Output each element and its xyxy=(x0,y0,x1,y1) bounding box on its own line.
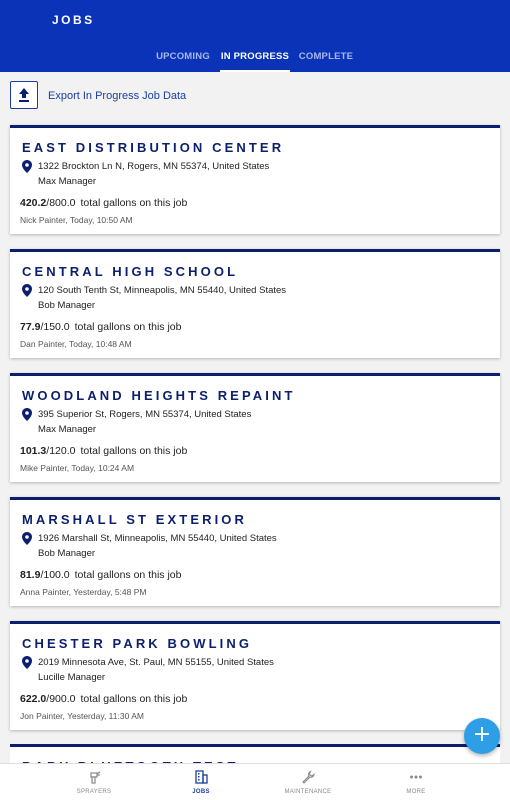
gallons-total: 800.0 xyxy=(49,197,76,209)
job-manager: Max Manager xyxy=(38,424,97,435)
job-last-update: Mike Painter, Today, 10:24 AM xyxy=(20,463,135,473)
job-name: CHESTER PARK BOWLING xyxy=(22,636,253,651)
job-name: WOODLAND HEIGHTS REPAINT xyxy=(22,388,296,403)
job-manager: Max Manager xyxy=(38,176,97,187)
location-pin-icon xyxy=(22,408,32,421)
job-card[interactable] xyxy=(10,373,500,482)
job-name: EAST DISTRIBUTION CENTER xyxy=(22,140,285,155)
job-card[interactable] xyxy=(10,125,500,234)
nav-item-sprayers[interactable] xyxy=(44,764,144,800)
nav-label: MORE xyxy=(406,789,426,795)
job-last-update: Nick Painter, Today, 10:50 AM xyxy=(20,215,133,225)
export-button[interactable] xyxy=(10,81,38,109)
gallons-suffix: total gallons on this job xyxy=(80,197,188,209)
job-manager: Bob Manager xyxy=(38,548,96,559)
gallons-total: 150.0 xyxy=(43,321,70,333)
export-link[interactable]: Export In Progress Job Data xyxy=(48,90,187,102)
gallons-total: 120.0 xyxy=(49,445,76,457)
job-gallons: 81.9/100.0 total gallons on this job xyxy=(20,569,182,581)
job-address: 395 Superior St, Rogers, MN 55374, United States xyxy=(38,409,252,420)
gallons-used: 101.3 xyxy=(20,445,47,457)
location-pin-icon xyxy=(22,284,32,297)
job-gallons: 101.3/120.0 total gallons on this job xyxy=(20,445,188,457)
sprayer-icon xyxy=(87,770,101,784)
location-pin-icon xyxy=(22,656,32,669)
job-manager: Lucille Manager xyxy=(38,672,106,683)
upload-icon xyxy=(17,87,31,103)
job-address: 120 South Tenth St, Minneapolis, MN 55440, United States xyxy=(38,285,287,296)
nav-item-maintenance[interactable] xyxy=(258,764,358,800)
location-pin-icon xyxy=(22,532,32,545)
job-manager: Bob Manager xyxy=(38,300,96,311)
tab-upcoming[interactable]: UPCOMING xyxy=(156,51,210,62)
building-icon xyxy=(194,770,208,784)
job-last-update: Jon Painter, Yesterday, 11:30 AM xyxy=(20,711,144,721)
gallons-total: 900.0 xyxy=(49,693,76,705)
wrench-icon xyxy=(301,770,315,784)
gallons-used: 77.9 xyxy=(20,321,41,333)
location-pin-icon xyxy=(22,160,32,173)
bottom-nav xyxy=(0,763,510,800)
nav-item-more[interactable] xyxy=(366,764,466,800)
gallons-suffix: total gallons on this job xyxy=(80,445,188,457)
tab-bar xyxy=(0,44,510,72)
job-address: 2019 Minnesota Ave, St. Paul, MN 55155, United States xyxy=(38,657,274,668)
export-row xyxy=(0,72,510,122)
gallons-suffix: total gallons on this job xyxy=(74,569,182,581)
add-job-button[interactable]: + xyxy=(464,718,500,754)
app-title: JOBS xyxy=(52,13,95,27)
job-card[interactable] xyxy=(10,621,500,730)
job-last-update: Anna Painter, Yesterday, 5:48 PM xyxy=(20,587,147,597)
job-gallons: 622.0/900.0 total gallons on this job xyxy=(20,693,188,705)
job-last-update: Dan Painter, Today, 10:48 AM xyxy=(20,339,132,349)
nav-label: JOBS xyxy=(192,789,210,795)
nav-label: SPRAYERS xyxy=(76,789,112,795)
job-name: MARSHALL ST EXTERIOR xyxy=(22,512,247,527)
job-name: CENTRAL HIGH SCHOOL xyxy=(22,264,239,279)
gallons-used: 622.0 xyxy=(20,693,47,705)
gallons-total: 100.0 xyxy=(43,569,70,581)
nav-item-jobs[interactable] xyxy=(151,764,251,800)
tab-in-progress[interactable]: IN PROGRESS xyxy=(220,44,290,72)
job-address: 1322 Brockton Ln N, Rogers, MN 55374, United States xyxy=(38,161,270,172)
job-address: 1926 Marshall St, Minneapolis, MN 55440, United States xyxy=(38,533,277,544)
gallons-suffix: total gallons on this job xyxy=(80,693,188,705)
more-dots-icon xyxy=(409,770,423,784)
job-card[interactable] xyxy=(10,249,500,358)
job-gallons: 420.2/800.0 total gallons on this job xyxy=(20,197,188,209)
job-gallons: 77.9/150.0 total gallons on this job xyxy=(20,321,182,333)
gallons-used: 81.9 xyxy=(20,569,41,581)
gallons-used: 420.2 xyxy=(20,197,47,209)
gallons-suffix: total gallons on this job xyxy=(74,321,182,333)
app-header xyxy=(0,0,510,72)
job-card[interactable] xyxy=(10,497,500,606)
nav-label: MAINTENANCE xyxy=(284,789,332,795)
tab-complete[interactable]: COMPLETE xyxy=(298,51,354,62)
